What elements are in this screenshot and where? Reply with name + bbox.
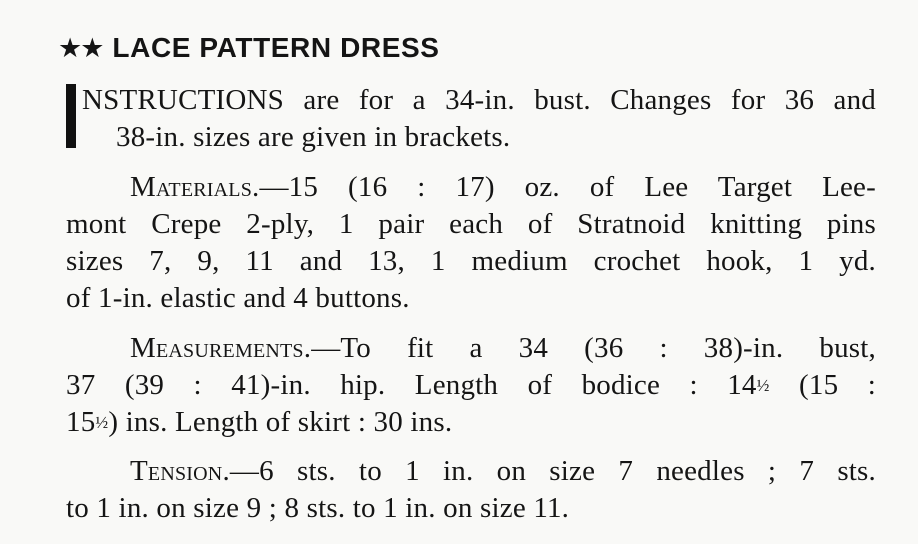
tension-line-1: Tension.—6 sts. to 1 in. on size 7 needles ; 7 sts. — [130, 455, 876, 487]
materials-line-2: mont Crepe 2-ply, 1 pair each of Stratnoid knitting pins — [66, 208, 876, 240]
fraction-half: ½ — [756, 376, 770, 395]
measurements-line-3: 15½) ins. Length of skirt : 30 ins. — [66, 406, 453, 438]
intro-line-2: 38-in. sizes are given in brackets. — [116, 121, 511, 153]
tension-paragraph — [66, 453, 876, 527]
measurements-line-1: Measurements.—To fit a 34 (36 : 38)-in. bust, — [130, 332, 876, 364]
materials-line-1: Materials.—15 (16 : 17) oz. of Lee Target Lee- — [130, 171, 876, 203]
fraction-half: ½ — [95, 413, 109, 432]
materials-line-3: sizes 7, 9, 11 and 13, 1 medium crochet hook, 1 yd. — [66, 245, 876, 277]
measurements-line-2: 37 (39 : 41)-in. hip. Length of bodice : 14½ (15 : — [66, 369, 876, 401]
materials-line-4: of 1-in. elastic and 4 buttons. — [66, 282, 410, 314]
title-text: LACE PATTERN DRESS — [112, 32, 440, 63]
star-rating-icon: ★★ — [58, 33, 103, 63]
tension-heading: Tension. — [130, 455, 230, 487]
materials-paragraph — [66, 169, 876, 317]
intro-lead-word: NSTRUCTIONS — [82, 84, 284, 116]
materials-heading: Materials. — [130, 171, 260, 203]
measurements-paragraph — [66, 330, 876, 441]
intro-paragraph — [82, 82, 876, 156]
intro-line-1: NSTRUCTIONS are for a 34-in. bust. Changes for 36 and — [82, 84, 876, 116]
pattern-title — [58, 32, 440, 64]
drop-cap-i — [66, 84, 76, 148]
measurements-heading: Measurements. — [130, 332, 312, 364]
tension-line-2: to 1 in. on size 9 ; 8 sts. to 1 in. on size 11. — [66, 492, 570, 524]
